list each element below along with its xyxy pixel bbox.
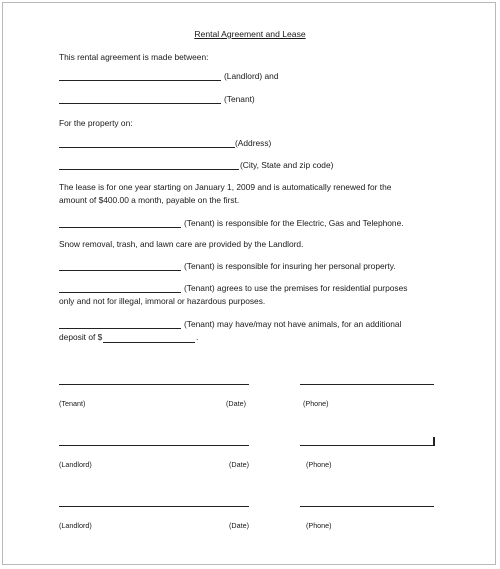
landlord-date-label-2: (Date) [229,521,249,530]
city-state-zip-blank[interactable] [59,169,239,170]
landlord-signature-line-1[interactable] [59,445,249,446]
lease-term-line-2: amount of $400.00 a month, payable on the first. [59,195,240,205]
lease-term-line-1: The lease is for one year starting on January 1, 2009 and is automatically renewed for the [59,182,392,192]
insurance-text: (Tenant) is responsible for insuring her personal property. [184,261,396,271]
landlord-date-label-1: (Date) [229,460,249,469]
landlord-phone-line-1[interactable] [300,445,434,446]
property-intro-text: For the property on: [59,118,133,128]
city-state-zip-label: (City, State and zip code) [240,160,334,170]
landlord-phone-line-2[interactable] [300,506,434,507]
landlord-phone-label-1: (Phone) [306,460,332,469]
landlord-signature-line-2[interactable] [59,506,249,507]
intro-text: This rental agreement is made between: [59,52,209,62]
pets-tenant-blank[interactable] [59,328,181,329]
address-label: (Address) [235,138,272,148]
landlord-phone-label-2: (Phone) [306,521,332,530]
signature-line-end-mark [433,437,435,446]
document-title: Rental Agreement and Lease [194,29,306,39]
address-blank[interactable] [59,147,235,148]
insurance-tenant-blank[interactable] [59,270,181,271]
utilities-text: (Tenant) is responsible for the Electric, Gas and Telephone. [184,218,404,228]
use-tenant-blank[interactable] [59,292,181,293]
snow-removal-text: Snow removal, trash, and lawn care are provided by the Landlord. [59,239,304,249]
tenant-phone-line[interactable] [300,384,434,385]
tenant-signature-label: (Tenant) [59,399,86,408]
landlord-name-blank[interactable] [59,80,221,81]
landlord-label: (Landlord) and [224,71,279,81]
pets-deposit-prefix: deposit of $ [59,332,103,342]
use-premises-line-2: only and not for illegal, immoral or hazardous purposes. [59,296,266,306]
tenant-phone-label: (Phone) [303,399,329,408]
pets-deposit-blank[interactable] [103,342,195,343]
tenant-date-label: (Date) [226,399,246,408]
landlord-signature-label-1: (Landlord) [59,460,92,469]
use-premises-line-1: (Tenant) agrees to use the premises for residential purposes [184,283,408,293]
utilities-tenant-blank[interactable] [59,227,181,228]
pets-line-1: (Tenant) may have/may not have animals, for an additional [184,319,402,329]
pets-deposit-suffix: . [196,332,199,342]
tenant-signature-line[interactable] [59,384,249,385]
tenant-label: (Tenant) [224,94,255,104]
landlord-signature-label-2: (Landlord) [59,521,92,530]
tenant-name-blank[interactable] [59,103,221,104]
